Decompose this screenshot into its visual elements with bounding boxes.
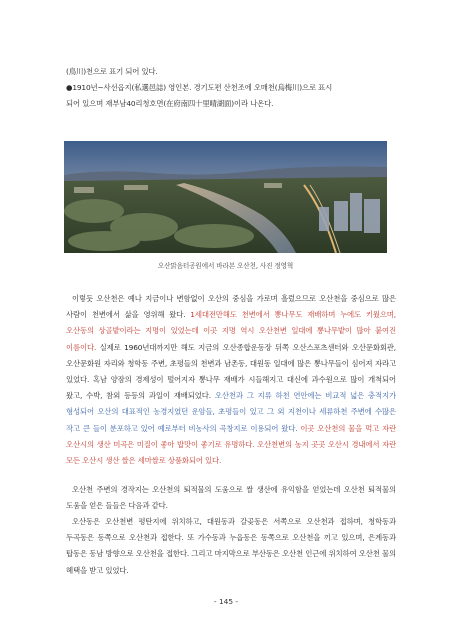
body-text-p4: 오산동은 오산천변 평탄지에 위치하고, 대원동과 갈곶동은 서쪽으로 오산천과 접하며, 청학동과 두곡동은 동쪽으로 오산천과 접한다. 또 가수동과 누읍동은 동쪽으로 오산천을 끼고 있으며, 은계동과 탑동은 동남 방향으로 오산천을 접한다. 그리고 마지막으로 부산동은 오산천 인근에 위치하여 오산천 물의 혜택을 받고 있었다. (66, 517, 396, 575)
page-number: - 145 - (213, 597, 239, 606)
body-text-a: 이렇듯 오산천은 예나 지금이나 변함없이 오산의 중심을 가로며 흘렀으므로 오산천을 중심으로 많은 사람이 천변에서 삶을 영위해 왔다. (66, 294, 396, 320)
highlight-blue-1: 오산천과 그 지류 하천 연안에는 비교적 넓은 충적지가 형성되어 오산의 대표적인 농경지였던 운암들, 초평들이 있고 그 외 지천이나 세류하천 주변에 수많은 작고 큰 들이 분포하고 있어 예로부터 비농사의 곡창지로 이용되어 왔다. (66, 391, 396, 433)
intro-line-2-text: 1910년~사선읍지(私選邑誌) 영인본. 경기도편 산천조에 오매천(烏梅川)으로 표시 (72, 83, 333, 93)
body-text-p3: 오산천 주변의 경작지는 오산천의 퇴적물의 도움으로 쌀 생산에 유익함을 얻었는데 오산천 퇴적물의 도움을 얻은 들들은 다음과 같다. (66, 485, 396, 511)
body-paragraph-2 (66, 482, 396, 514)
photo-caption: 오산맑음터공원에서 바라본 오산천, 사진 정영혁 (157, 262, 294, 270)
body-paragraph-1 (66, 291, 396, 469)
bullet-mark: ● (66, 83, 73, 93)
body-text-b: 실제로 1960년대까지만 해도 지금의 오산종합운동장 뒤쪽 오산스포츠센터와 오산문화회관, 오산문화원 자리와 청학동 주변, 초평들의 천변과 남촌동, 대원동 일대에 많은 뽕나무들이 심어져 자라고 있었다. 혹남 양잠의 경제성이 떨어지자 뽕나무 재배가 시들해지고 대신에 과수원으로 많이 개척되어 왔고, 수박, 참외 등등의 과일이 재배되었다. (66, 342, 396, 401)
intro-line-1: (鳥川)천으로 표기 되어 있다. (66, 67, 158, 76)
body-paragraph-3 (66, 514, 396, 579)
intro-line-2 (66, 80, 396, 96)
river-photo (64, 141, 387, 253)
intro-paragraph (66, 64, 396, 113)
highlight-red-2: 이곳 오산천의 물을 먹고 자란 오산시의 생산 미곡은 미질이 좋아 밥맛이 좋기로 유명하다. 오산천변의 농지 곳곳 오산시 경내에서 자란 모든 오산시 생산 쌀은 세마쌀로 상품화되어 있다. (66, 423, 397, 466)
intro-line-3: 되어 있으며 재부남40리청호면(在府南四十里晴湖面)이라 나온다. (66, 99, 274, 109)
river-landscape-image (64, 141, 387, 253)
highlight-red-1: 1세대전만해도 천변에서 뽕나무도 재배하며 누에도 키웠으며, 오산동의 상골밭이라는 지명이 있었는데 이곳 지명 역시 오산천변 일대에 뽕나무밭이 많아 붙여진 이름이다. (66, 310, 396, 352)
